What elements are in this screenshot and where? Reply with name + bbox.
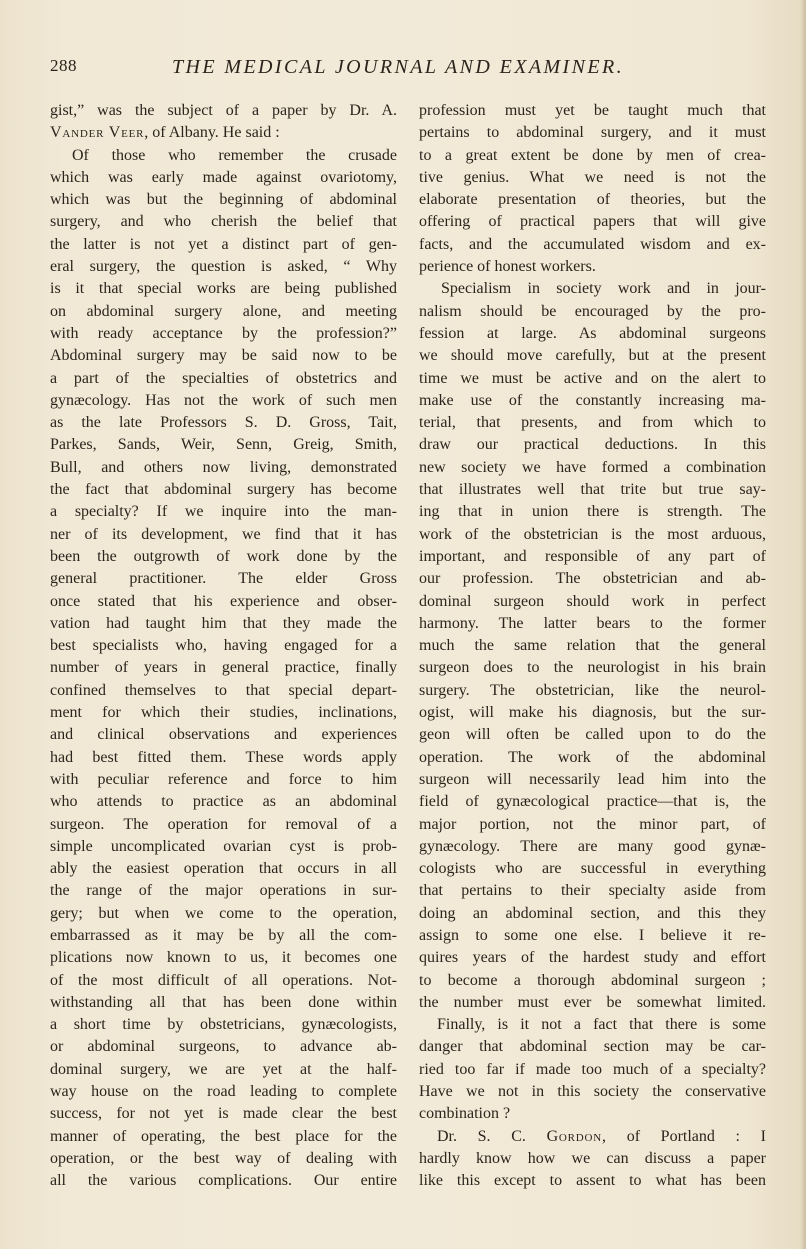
text-line: ner of its development, we find that it has [50,525,397,543]
text-line: ably the easiest operation that occurs in all [50,860,397,878]
text-line: field of gynæcological practice—that is, the [419,793,766,811]
text-line: vation had taught him that they made the [50,614,397,632]
text-line: time we must be active and on the alert to [419,369,766,387]
text-line: confined themselves to that special depart- [50,681,397,699]
text-line: once stated that his experience and obser- [50,592,397,610]
text-line: that pertains to their specialty aside from [419,882,766,900]
text-line: the number must ever be somewhat limited. [419,993,766,1011]
text-line: Finally, is it not a fact that there is some [437,1016,766,1034]
text-line: doing an abdominal section, and this they [419,904,766,922]
text-line: had best fitted them. These words apply [50,748,397,766]
text-line: quires years of the hardest study and effort [419,949,766,967]
text-line: Have we not in this society the conservative [419,1083,766,1101]
text-line: is it that special works are being published [50,280,397,298]
text-line: been the outgrowth of work done by the [50,547,397,565]
text-line: to become a thorough abdominal surgeon ; [419,971,766,989]
left-column [50,100,397,1193]
text-line: geon will often be called upon to do the [419,726,766,744]
text-line: dominal surgeon should work in perfect [419,592,766,610]
text-line: number of years in general practice, finally [50,659,397,677]
text-line: surgery. The obstetrician, like the neurol- [419,681,766,699]
text-line: assign to some one else. I believe it re- [419,926,766,944]
text-line: dominal surgery, we are yet at the half- [50,1060,397,1078]
text-line: surgeon. The operation for removal of a [50,815,397,833]
text-line: important, and responsible of any part of [419,547,766,565]
text-line: simple uncomplicated ovarian cyst is prob- [50,837,397,855]
text-line: a part of the specialties of obstetrics and [50,369,397,387]
text-line: ment for which their studies, inclinations, [50,704,397,722]
text-line: Bull, and others now living, demonstrated [50,458,397,476]
text-line: manner of operating, the best place for the [50,1127,397,1145]
text-fragment: Dr. S. C. [437,1127,547,1145]
text-line: which was but the beginning of abdominal [50,191,397,209]
text-line: pertains to abdominal surgery, and it must [419,124,766,142]
text-line: as the late Professors S. D. Gross, Tait, [50,414,397,432]
text-line: work of the obstetrician is the most arduous, [419,525,766,543]
text-line: harmony. The latter bears to the former [419,614,766,632]
text-line: operation. The work of the abdominal [419,748,766,766]
text-fragment: , of Portland : I [602,1127,766,1145]
text-line: of the most difficult of all operations. Not- [50,971,397,989]
author-name: Vander Veer [50,124,145,142]
text-line [50,122,397,144]
text-line: danger that abdominal section may be car- [419,1038,766,1056]
text-line: cologists who are successful in everything [419,860,766,878]
text-line: fession at large. As abdominal surgeons [419,324,766,342]
text-line: with peculiar reference and force to him [50,770,397,788]
text-line [419,1126,766,1148]
text-line: profession must yet be taught much that [419,102,766,119]
page-edge-shadow [800,0,806,1249]
text-line: way house on the road leading to complete [50,1083,397,1101]
running-header [50,56,770,82]
text-line: make use of the constantly increasing ma- [419,391,766,409]
text-line: plications now known to us, it becomes one [50,949,397,967]
text-line: tive genius. What we need is not the [419,168,766,186]
text-line: the fact that abdominal surgery has become [50,481,397,499]
text-line: withstanding all that has been done within [50,993,397,1011]
text-line: surgeon will necessarily lead him into the [419,770,766,788]
text-line: perience of honest workers. [419,258,596,276]
text-line: the range of the major operations in sur- [50,882,397,900]
text-line: success, for not yet is made clear the best [50,1105,397,1123]
text-line: and clinical observations and experiences [50,726,397,744]
journal-title: THE MEDICAL JOURNAL AND EXAMINER. [172,56,624,78]
text-fragment: , of Albany. He said : [144,124,280,142]
text-line: who attends to practice as an abdominal [50,793,397,811]
text-line: gynæcology. Has not the work of such men [50,391,397,409]
text-line: surgery, and who cherish the belief that [50,213,397,231]
text-line: nalism should be encouraged by the pro- [419,302,766,320]
text-line: combination ? [419,1105,511,1123]
text-line: with ready acceptance by the profession?” [50,324,397,342]
text-line: gery; but when we come to the operation, [50,904,397,922]
text-line: best specialists who, having engaged for a [50,637,397,655]
text-line: major portion, not the minor part, of [419,815,766,833]
text-line: much the same relation that the general [419,637,766,655]
text-line: facts, and the accumulated wisdom and ex- [419,235,766,253]
text-line: or abdominal surgeons, to advance ab- [50,1038,397,1056]
text-line: like this except to assent to what has been [419,1172,766,1190]
text-line: embarrassed as it may be by all the com- [50,926,397,944]
text-line: the latter is not yet a distinct part of gen- [50,235,397,253]
text-line: on abdominal surgery alone, and meeting [50,302,397,320]
text-line: ing that in union there is strength. The [419,503,766,521]
text-line: Abdominal surgery may be said now to be [50,347,397,365]
text-line: all the various complications. Our entire [50,1172,397,1190]
text-line: draw our practical deductions. In this [419,436,766,454]
text-line: Specialism in society work and in jour- [441,280,766,298]
right-column [419,100,766,1193]
text-line: a short time by obstetricians, gynæcologists, [50,1016,397,1034]
text-line: general practitioner. The elder Gross [50,570,397,588]
text-line: that illustrates well that trite but true say- [419,481,766,499]
text-line: hardly know how we can discuss a paper [419,1149,766,1167]
author-name: Gordon [546,1127,603,1145]
text-line: a specialty? If we inquire into the man- [50,503,397,521]
text-line: elaborate presentation of theories, but the [419,191,766,209]
text-line: offering of practical papers that will give [419,213,766,231]
text-line: eral surgery, the question is asked, “ Why [50,258,397,276]
text-line: operation, or the best way of dealing with [50,1149,397,1167]
text-line: Of those who remember the crusade [72,146,397,164]
text-line: ogist, will make his diagnosis, but the sur- [419,704,766,722]
text-line: Parkes, Sands, Weir, Senn, Greig, Smith, [50,436,397,454]
text-line: terial, that presents, and from which to [419,414,766,432]
text-line: which was early made against ovariotomy, [50,168,397,186]
text-line: to a great extent be done by men of crea- [419,146,766,164]
text-line: gist,” was the subject of a paper by Dr. A. [50,102,397,119]
text-line: surgeon does to the neurologist in his brain [419,659,766,677]
text-line: we should move carefully, but at the present [419,347,766,365]
text-line: new society we have formed a combination [419,458,766,476]
text-line: ried too far if made too much of a specialty? [419,1060,766,1078]
text-line: our profession. The obstetrician and ab- [419,570,766,588]
page-number: 288 [50,56,77,75]
text-line: gynæcology. There are many good gynæ- [419,837,766,855]
